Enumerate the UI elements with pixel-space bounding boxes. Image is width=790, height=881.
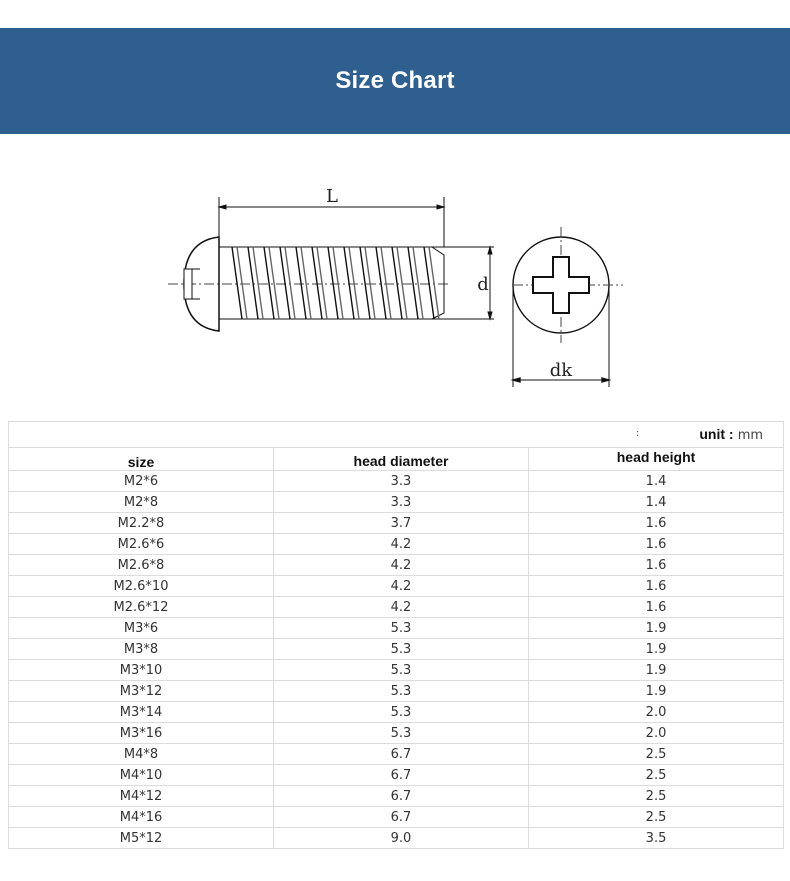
column-header-head-diameter: head diameter <box>274 448 529 471</box>
cell-size: M3*12 <box>9 681 274 702</box>
cell-head-height: 2.0 <box>529 702 784 723</box>
header-row <box>9 448 784 471</box>
table-row <box>9 597 784 618</box>
cell-head-diameter: 4.2 <box>274 576 529 597</box>
table-row <box>9 807 784 828</box>
table-row <box>9 555 784 576</box>
table-row <box>9 576 784 597</box>
cell-head-diameter: 6.7 <box>274 807 529 828</box>
cell-head-height: 1.4 <box>529 471 784 492</box>
table-row <box>9 765 784 786</box>
table-row <box>9 513 784 534</box>
cell-head-diameter: 5.3 <box>274 639 529 660</box>
header-banner <box>0 28 790 134</box>
cell-size: M4*12 <box>9 786 274 807</box>
cell-size: M3*10 <box>9 660 274 681</box>
cell-head-height: 2.5 <box>529 744 784 765</box>
cell-head-height: 2.5 <box>529 765 784 786</box>
unit-colon: : <box>635 428 640 439</box>
table-row <box>9 618 784 639</box>
table-row <box>9 786 784 807</box>
cell-size: M2*8 <box>9 492 274 513</box>
cell-head-height: 1.6 <box>529 576 784 597</box>
cell-head-diameter: 5.3 <box>274 681 529 702</box>
cell-head-height: 3.5 <box>529 828 784 849</box>
table-row <box>9 702 784 723</box>
table-row <box>9 828 784 849</box>
size-table-container <box>8 421 783 849</box>
unit-value: mm <box>737 428 764 443</box>
cell-size: M2.6*8 <box>9 555 274 576</box>
cell-head-diameter: 4.2 <box>274 555 529 576</box>
cell-head-diameter: 6.7 <box>274 765 529 786</box>
cell-head-height: 1.6 <box>529 513 784 534</box>
cell-size: M2.6*10 <box>9 576 274 597</box>
table-row <box>9 534 784 555</box>
cell-size: M2.6*12 <box>9 597 274 618</box>
cell-head-height: 2.5 <box>529 807 784 828</box>
table-row <box>9 723 784 744</box>
cell-head-diameter: 9.0 <box>274 828 529 849</box>
column-header-head-height: head height <box>529 448 784 471</box>
cell-head-height: 1.4 <box>529 492 784 513</box>
unit-cell <box>9 422 784 448</box>
unit-row <box>9 422 784 448</box>
cell-size: M5*12 <box>9 828 274 849</box>
table-row <box>9 744 784 765</box>
table-row <box>9 492 784 513</box>
cell-head-diameter: 5.3 <box>274 618 529 639</box>
cell-head-diameter: 5.3 <box>274 702 529 723</box>
cell-head-diameter: 5.3 <box>274 723 529 744</box>
head-diameter-label: dk <box>549 360 573 381</box>
cell-head-height: 1.9 <box>529 618 784 639</box>
cell-head-diameter: 3.3 <box>274 492 529 513</box>
page-title: Size Chart <box>335 67 455 94</box>
cell-head-height: 1.9 <box>529 660 784 681</box>
cell-head-diameter: 3.7 <box>274 513 529 534</box>
size-table <box>8 421 784 849</box>
cell-size: M2.2*8 <box>9 513 274 534</box>
cell-size: M3*16 <box>9 723 274 744</box>
cell-size: M4*10 <box>9 765 274 786</box>
table-row <box>9 660 784 681</box>
cell-size: M2.6*6 <box>9 534 274 555</box>
cell-size: M4*16 <box>9 807 274 828</box>
cell-size: M3*8 <box>9 639 274 660</box>
cell-head-height: 1.6 <box>529 534 784 555</box>
cell-size: M2*6 <box>9 471 274 492</box>
cell-head-height: 1.9 <box>529 639 784 660</box>
cell-size: M3*6 <box>9 618 274 639</box>
cell-head-height: 1.9 <box>529 681 784 702</box>
cell-head-height: 1.6 <box>529 555 784 576</box>
unit-label: unit : <box>699 426 734 442</box>
cell-head-diameter: 6.7 <box>274 744 529 765</box>
column-header-size: size <box>9 448 274 471</box>
table-row <box>9 471 784 492</box>
cell-head-diameter: 4.2 <box>274 534 529 555</box>
cell-head-diameter: 5.3 <box>274 660 529 681</box>
cell-size: M3*14 <box>9 702 274 723</box>
cell-head-height: 1.6 <box>529 597 784 618</box>
table-row <box>9 639 784 660</box>
screw-diagram <box>0 175 790 400</box>
cell-head-diameter: 4.2 <box>274 597 529 618</box>
cell-head-diameter: 3.3 <box>274 471 529 492</box>
cell-head-height: 2.5 <box>529 786 784 807</box>
cell-head-diameter: 6.7 <box>274 786 529 807</box>
length-label: L <box>326 186 338 207</box>
diameter-label: d <box>477 274 489 295</box>
cell-head-height: 2.0 <box>529 723 784 744</box>
table-row <box>9 681 784 702</box>
cell-size: M4*8 <box>9 744 274 765</box>
